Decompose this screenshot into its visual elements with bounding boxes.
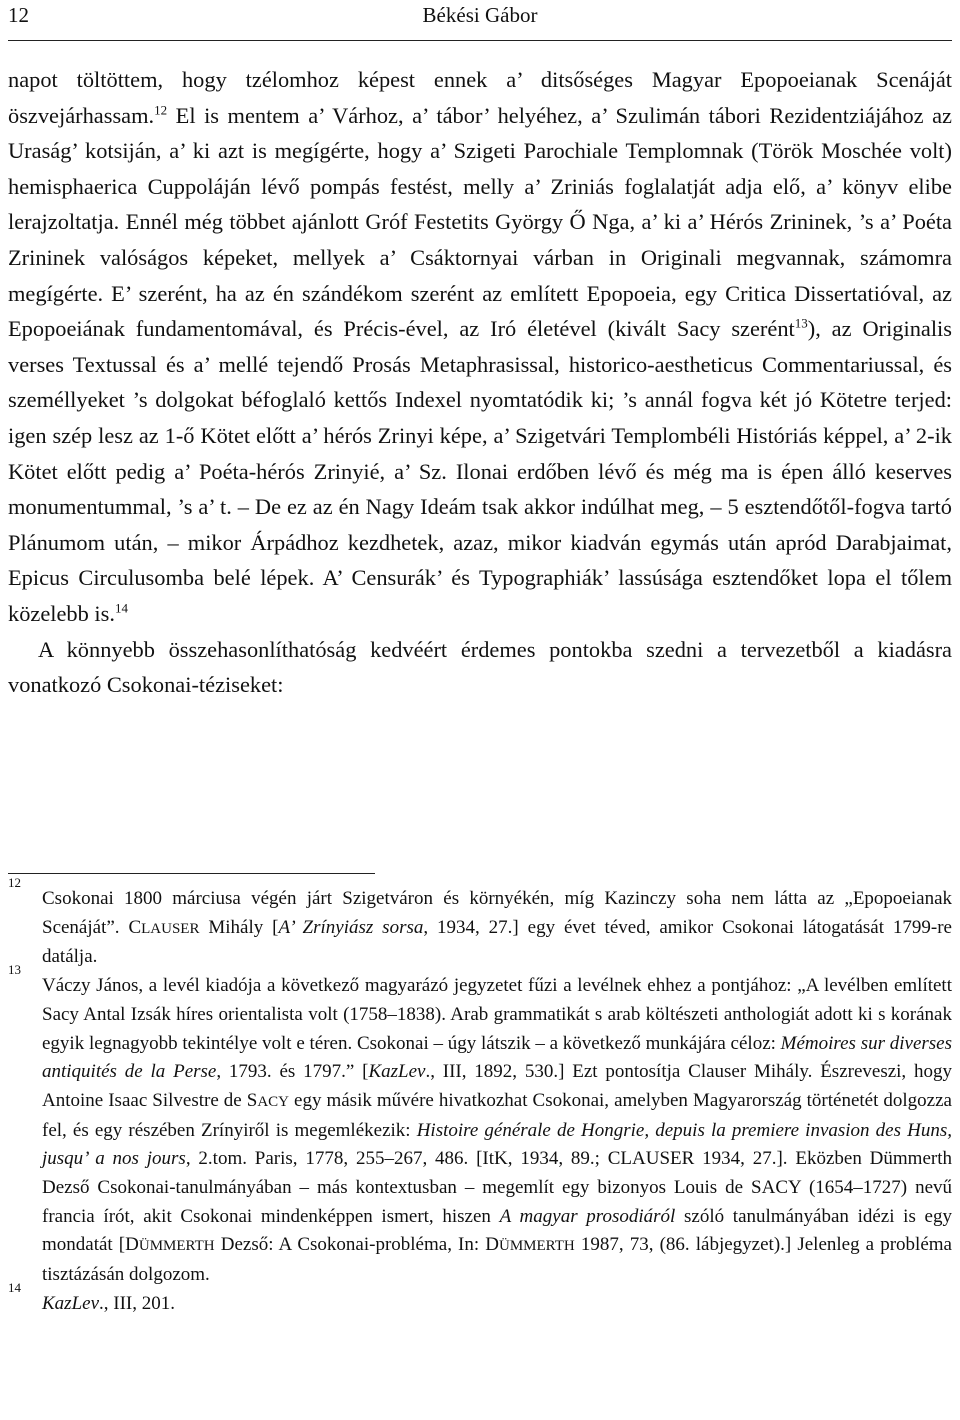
footnote-ref-12[interactable]: 12 <box>154 102 168 118</box>
small-caps: ÜMMERTH <box>138 1238 215 1255</box>
paragraph <box>8 62 952 632</box>
text-segment: Dezső: A Csokonai-probléma, In: D <box>214 1234 499 1256</box>
text-segment: , 1934, 27.] egy évet téved, amikor Csokonai látogatását 1799-re datálja. <box>42 916 952 968</box>
italic-title: Histoire générale de Hongrie, depuis la premiere invasion des Huns, jusqu’ a nos jours <box>42 1119 952 1170</box>
footnote-number: 12 <box>8 875 21 890</box>
small-caps: ÜMMERTH <box>498 1238 575 1255</box>
text-segment: napot töltöttem, hogy tzélomhoz képest ennek a’ ditsőséges Magyar Epopoeianak Scenáját öszvejárhassam. <box>8 67 952 128</box>
text-segment: 1987, 73, (86. lábjegyzet).] Jelenleg a probléma tisztázásán dolgozom. <box>42 1234 952 1286</box>
text-segment: egy másik művére hivatkozhat Csokonai, amelyben Magyarország történetét dolgozza fel, és egy részében Zrínyiről is megemlékezik: <box>42 1089 952 1141</box>
small-caps: LAUSER <box>141 920 200 937</box>
text-segment: szóló tanulmányában idézi is egy mondatát [D <box>42 1205 952 1256</box>
italic-title: Mémoires sur diverses antiquités de la Perse <box>42 1032 952 1083</box>
running-title: Békési Gábor <box>422 3 538 27</box>
footnote-separator <box>8 873 375 874</box>
text-segment: Váczy János, a levél kiadója a következő magyarázó jegyzetet fűzi a levélnek ehhez a pontjához: „A levélben említett Sacy Antal Izsák híres orientalista volt (1758–1838). Arab grammatikát s arab költészeti anthologiát adott ki s korának egyik legnagyobb tekintélye volt e téren. Csokonai – úgy látszik – a következő munkájára céloz: <box>42 975 952 1054</box>
text-segment: El is mentem a’ Várhoz, a’ tábor’ helyéhez, a’ Szulimán tábori Rezidentziájához az Uraság’ kotsiján, a’ ki azt is megígérte, hogy a’ Szigeti Parochiale Templomnak (Török Moschée volt) hemisphaerica Cuppoláján lévő pompás festést, melly a’ Zriniás foglalatját adja elő, a’ könyv elibe lerajzoltatja. Ennél még többet ajánlott Gróf Festetits György Ő Nga, a’ ki a’ Hérós Zrininek, ’s a’ Poéta Zrininek valóságos képeket, mellyek a’ Csáktornyai várban in Originali megvannak, számomra megígérte. E’ szerént, ha az én szándékom szerént az említett Epopoeia, egy Critica Dissertatióval, az Epopoeiának fundamentomával, és Précis-ével, az Iró életével (kivált Sacy szerént <box>8 102 952 342</box>
italic-title: KazLev <box>368 1061 426 1083</box>
footnote-ref-13[interactable]: 13 <box>794 315 808 331</box>
footnote-14 <box>8 1279 952 1319</box>
paragraph: A könnyebb összehasonlíthatóság kedvéért érdemes pontokba szedni a tervezetből a kiadásra vonatkozó Csokonai-téziseket: <box>8 636 952 698</box>
text-segment: Csokonai 1800 márciusa végén járt Szigetváron és környékén, míg Kazinczy soha nem látta az „Epopoeianak Scenáját”. C <box>42 888 952 938</box>
footnote-ref-14[interactable]: 14 <box>114 600 128 616</box>
italic-title: A’ Zrínyiász sorsa <box>278 916 424 938</box>
footnote-number: 13 <box>8 962 21 978</box>
footnote-number: 14 <box>8 1279 21 1295</box>
page-number: 12 <box>8 3 29 27</box>
text-segment: , 2.tom. Paris, 1778, 255–267, 486. [ItK, 1934, 89.; CLAUSER 1934, 27.]. Eközben Dümmerth Dezső Csokonai-tanulmányában – más kontextusban – megemlít egy bizonyos Louis de SACY (1654–1727) nevű francia írót, akit Csokonai mindenképpen ismert, hiszen <box>42 1148 952 1227</box>
text-segment: ), az Originalis verses Textussal és a’ mellé tejendő Prosás Metaphrasissal, historico-aestheticus Commentariussal, és személlyeket ’s dolgokat béfoglaló kettős Indexel nyomtatódik ki; ’s annál fogva két jó Kötetre terjed: igen szép lesz az 1-ő Kötet előtt a’ hérós Zrinyi képe, a’ Szigetvári Templombéli Históriás képpel, a’ 2-ik Kötet előtt pedig a’ Poéta-hérós Zrinyié, a’ Sz. Ilonai erdőben lévő és még ma is épen álló keserves monumentummal, ’s a’ t. – De ez az én Nagy Ideám tsak akkor indúlhat meg, – 5 esztendőtől-fogva tartó Plánumom után, – mikor Árpádhoz kezdhetek, azaz, mikor kiadván egymás után apród Darabjaimat, Epicus Circulusomba belé lépek. A’ Censurák’ és Typographiák’ lassúsága esztendőket lopa el tőlem közelebb is. <box>8 316 952 626</box>
italic-title: A magyar prosodiáról <box>499 1205 676 1227</box>
main-text <box>8 62 952 703</box>
footnotes <box>8 875 952 1319</box>
text-segment: Mihály [ <box>199 916 279 938</box>
italic-title: KazLev <box>42 1292 99 1314</box>
footnote-12 <box>8 875 952 972</box>
small-caps: ACY <box>257 1093 289 1110</box>
footnote-13 <box>8 962 952 1290</box>
text-segment: , 1793. és 1797.” [ <box>216 1061 369 1083</box>
text-segment: ., III, 201. <box>99 1292 175 1314</box>
text-segment: ., III, 1892, 530.] Ezt pontosítja Clauser Mihály. Észreveszi, hogy Antoine Isaac Silvestre de S <box>42 1061 952 1111</box>
page-header <box>8 0 952 41</box>
